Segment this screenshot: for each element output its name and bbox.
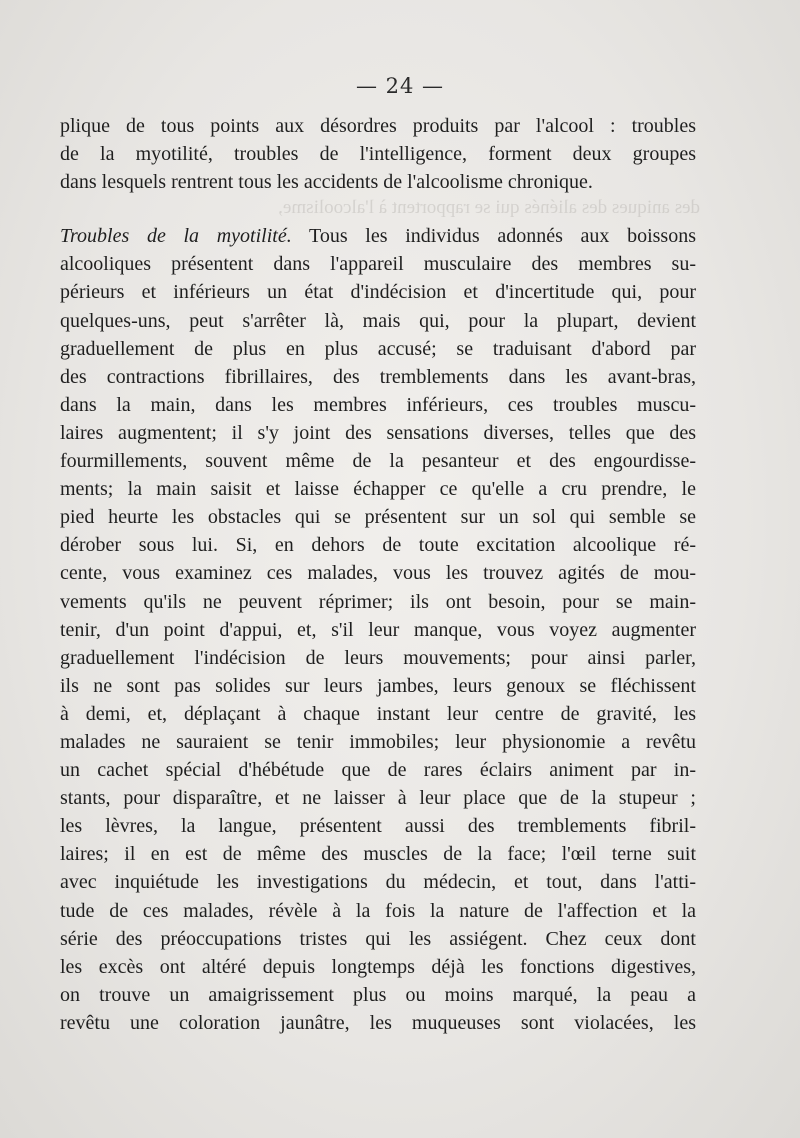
text-line: de la myotilité, troubles de l'intelligence, forment deux groupes <box>60 143 696 166</box>
section-heading: Troubles de la myotilité. <box>60 225 292 248</box>
text-line: vements qu'ils ne peuvent réprimer; ils ont besoin, pour se main- <box>60 590 696 613</box>
text-line: un cachet spécial d'hébétude que de rares éclairs animent par in- <box>60 759 696 782</box>
text-line: dans lesquels rentrent tous les accidents de l'alcoolisme chronique. <box>60 171 593 194</box>
text-line: on trouve un amaigrissement plus ou moins marqué, la peau a <box>60 983 696 1006</box>
text-line: des contractions fibrillaires, des tremblements dans les avant-bras, <box>60 365 696 388</box>
paragraph-1 <box>60 112 696 196</box>
page-number: — 24 — <box>355 74 445 98</box>
text-line: dérober sous lui. Si, en dehors de toute excitation alcoolique ré- <box>60 534 696 557</box>
text-line: fourmillements, souvent même de la pesanteur et des engourdisse- <box>60 450 696 473</box>
text-line: avec inquiétude les investigations du médecin, et tout, dans l'atti- <box>60 871 696 894</box>
text-line: dans la main, dans les membres inférieurs, ces troubles muscu- <box>60 393 696 416</box>
text-line: graduellement de plus en plus accusé; se traduisant d'abord par <box>60 337 696 360</box>
text-line: pied heurte les obstacles qui se présentent sur un sol qui semble se <box>60 506 696 529</box>
text-line: graduellement l'indécision de leurs mouvements; pour ainsi parler, <box>60 646 696 669</box>
text-line: les lèvres, la langue, présentent aussi des tremblements fibril- <box>60 815 696 838</box>
text-line: cente, vous examinez ces malades, vous les trouvez agités de mou- <box>60 562 696 585</box>
paragraph-gap <box>60 196 696 222</box>
text-line: à demi, et, déplaçant à chaque instant leur centre de gravité, les <box>60 702 696 725</box>
text-line: périeurs et inférieurs un état d'indécision et d'incertitude qui, pour <box>60 281 696 304</box>
text-line: revêtu une coloration jaunâtre, les muqueuses sont violacées, les <box>60 1011 696 1034</box>
text-line: quelques-uns, peut s'arrêter là, mais qui, pour la plupart, devient <box>60 309 696 332</box>
text-line: tenir, d'un point d'appui, et, s'il leur manque, vous voyez augmenter <box>60 618 696 641</box>
paragraph-2 <box>60 222 696 1037</box>
heading-line-rest: Tous les individus adonnés aux boissons <box>309 225 696 248</box>
text-line: malades ne sauraient se tenir immobiles; leur physionomie a revêtu <box>60 730 696 753</box>
bleed-through-text: des aniques des aliénés qui se rapportent à l'alcoolisme, <box>278 197 700 218</box>
text-line: tude de ces malades, révèle à la fois la nature de l'affection et la <box>60 899 696 922</box>
text-line: stants, pour disparaître, et ne laisser à leur place que de la stupeur ; <box>60 787 696 810</box>
body-text <box>60 112 696 1037</box>
text-line: alcooliques présentent dans l'appareil musculaire des membres su- <box>60 253 696 276</box>
text-line: les excès ont altéré depuis longtemps déjà les fonctions digestives, <box>60 955 696 978</box>
text-line: laires; il en est de même des muscles de la face; l'œil terne suit <box>60 843 696 866</box>
text-line: laires augmentent; il s'y joint des sensations diverses, telles que des <box>60 421 696 444</box>
text-line <box>60 222 696 250</box>
text-line: ils ne sont pas solides sur leurs jambes, leurs genoux se fléchissent <box>60 674 696 697</box>
text-line: série des préoccupations tristes qui les assiégent. Chez ceux dont <box>60 927 696 950</box>
text-line: ments; la main saisit et laisse échapper ce qu'elle a cru prendre, le <box>60 478 696 501</box>
text-line: plique de tous points aux désordres produits par l'alcool : troubles <box>60 115 696 137</box>
